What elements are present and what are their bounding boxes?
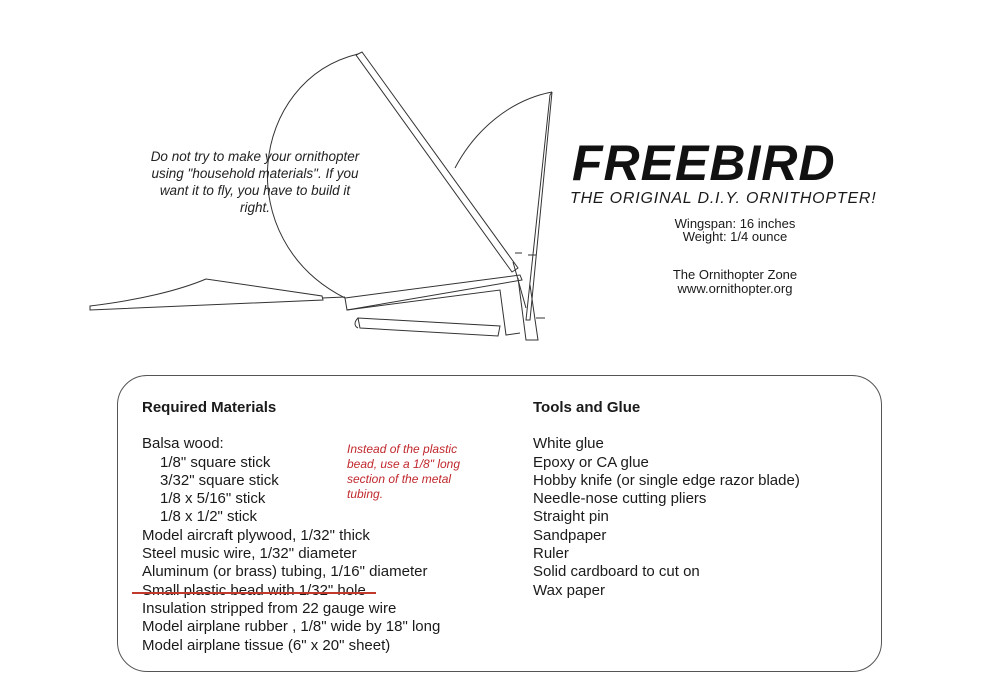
org-name: The Ornithopter Zone: [672, 267, 798, 282]
page-subtitle: THE ORIGINAL D.I.Y. ORNITHOPTER!: [570, 190, 877, 207]
list-item: 1/8 x 1/2" stick: [160, 508, 258, 526]
list-item: 3/32" square stick: [160, 471, 279, 489]
list-item: Solid cardboard to cut on: [533, 563, 700, 581]
list-item: White glue: [533, 435, 604, 453]
list-item: 1/8 x 5/16" stick: [160, 490, 266, 508]
list-item: Steel music wire, 1/32" diameter: [142, 545, 357, 563]
list-item: Model aircraft plywood, 1/32" thick: [142, 526, 370, 544]
specs: [650, 217, 820, 243]
page-title: FREEBIRD: [572, 135, 836, 191]
tools-heading: Tools and Glue: [533, 399, 641, 416]
organization: [640, 268, 830, 296]
org-url[interactable]: www.ornithopter.org: [677, 281, 793, 296]
list-item: Hobby knife (or single edge razor blade): [533, 471, 800, 489]
right-wing-membrane: [455, 92, 552, 168]
correction-note: Instead of the plastic bead, use a 1/8" long section of the metal tubing.: [347, 442, 461, 501]
list-item-struck: Small plastic bead with 1/32" hole: [142, 581, 366, 599]
fuselage: [345, 275, 522, 310]
list-item: Needle-nose cutting pliers: [533, 490, 707, 508]
list-item: Model airplane rubber , 1/8" wide by 18" long: [142, 618, 441, 636]
wingspan: Wingspan: 16 inches: [674, 216, 796, 231]
list-item: 1/8" square stick: [160, 453, 271, 471]
weight: Weight: 1/4 ounce: [682, 229, 788, 244]
list-item: Ruler: [533, 545, 569, 563]
list-item: Sandpaper: [533, 526, 607, 544]
list-item: Balsa wood:: [142, 435, 224, 453]
list-item: Straight pin: [533, 508, 609, 526]
list-item: Aluminum (or brass) tubing, 1/16" diameter: [142, 563, 428, 581]
list-item: Epoxy or CA glue: [533, 453, 649, 471]
list-item: Wax paper: [533, 581, 605, 599]
warning-text: Do not try to make your ornithopter using "household materials". If you want it to fly, you have to build it right.: [150, 149, 360, 215]
list-item: Model airplane tissue (6" x 20" sheet): [142, 636, 391, 654]
materials-list: [142, 399, 440, 655]
list-item: Insulation stripped from 22 gauge wire: [142, 599, 397, 617]
materials-heading: Required Materials: [142, 399, 277, 416]
tail: [90, 279, 323, 310]
tools-list: [533, 399, 800, 600]
left-wing-spar: [356, 52, 518, 272]
